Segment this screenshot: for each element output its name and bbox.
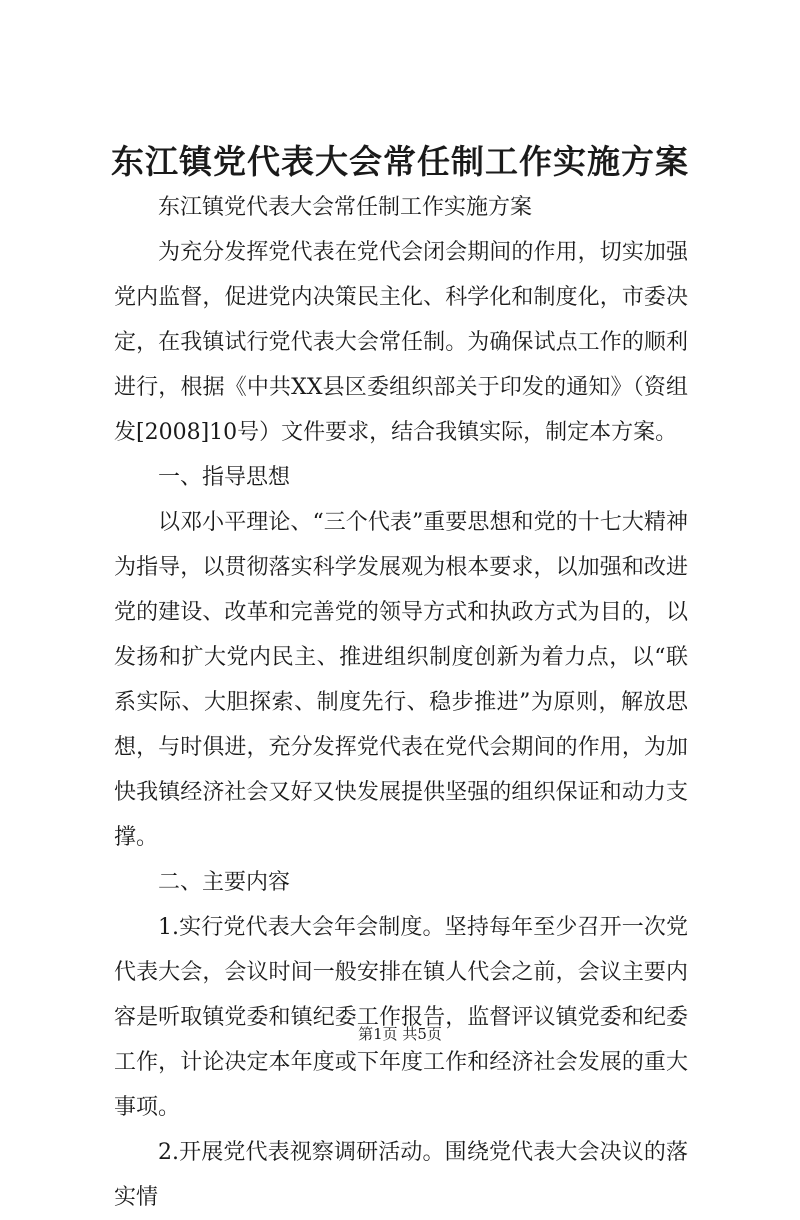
paragraph-subtitle: 东江镇党代表大会常任制工作实施方案 xyxy=(158,195,533,220)
paragraph-item-1: 1.实行党代表大会年会制度。坚持每年至少召开一次党代表大会，会议时间一般安排在镇人代会之前，会议主要内容是听取镇党委和镇纪委工作报告，监督评议镇党委和纪委工作，计论决定本年度或下年度工作和经济社会发展的重大事项。 xyxy=(114,915,688,1120)
paragraph-intro: 为充分发挥党代表在党代会闭会期间的作用，切实加强党内监督，促进党内决策民主化、科学化和制度化，市委决定，在我镇试行党代表大会常任制。为确保试点工作的顺利进行，根据《中共XX县区委组织部关于印发的通知》（资组发[2008]10号）文件要求，结合我镇实际，制定本方案。 xyxy=(114,240,688,445)
document-body xyxy=(114,185,688,1220)
paragraph-guiding-ideology: 以邓小平理论、“三个代表”重要思想和党的十七大精神为指导，以贯彻落实科学发展观为根本要求，以加强和改进党的建设、改革和完善党的领导方式和执政方式为目的，以发扬和扩大党内民主、推进组织制度创新为着力点，以“联系实际、大胆探索、制度先行、稳步推进”为原则，解放思想，与时俱进，充分发挥党代表在党代会期间的作用，为加快我镇经济社会又好又快发展提供坚强的组织保证和动力支撑。 xyxy=(114,510,688,850)
section-heading-main-content: 二、主要内容 xyxy=(158,870,291,895)
document-title: 东江镇党代表大会常任制工作实施方案 xyxy=(111,142,689,181)
paragraph-item-2: 2.开展党代表视察调研活动。围绕党代表大会决议的落实情 xyxy=(114,1140,688,1210)
page-number-footer: 第1页 共5页 xyxy=(358,1025,442,1043)
section-heading-guiding-ideology: 一、指导思想 xyxy=(158,465,291,490)
